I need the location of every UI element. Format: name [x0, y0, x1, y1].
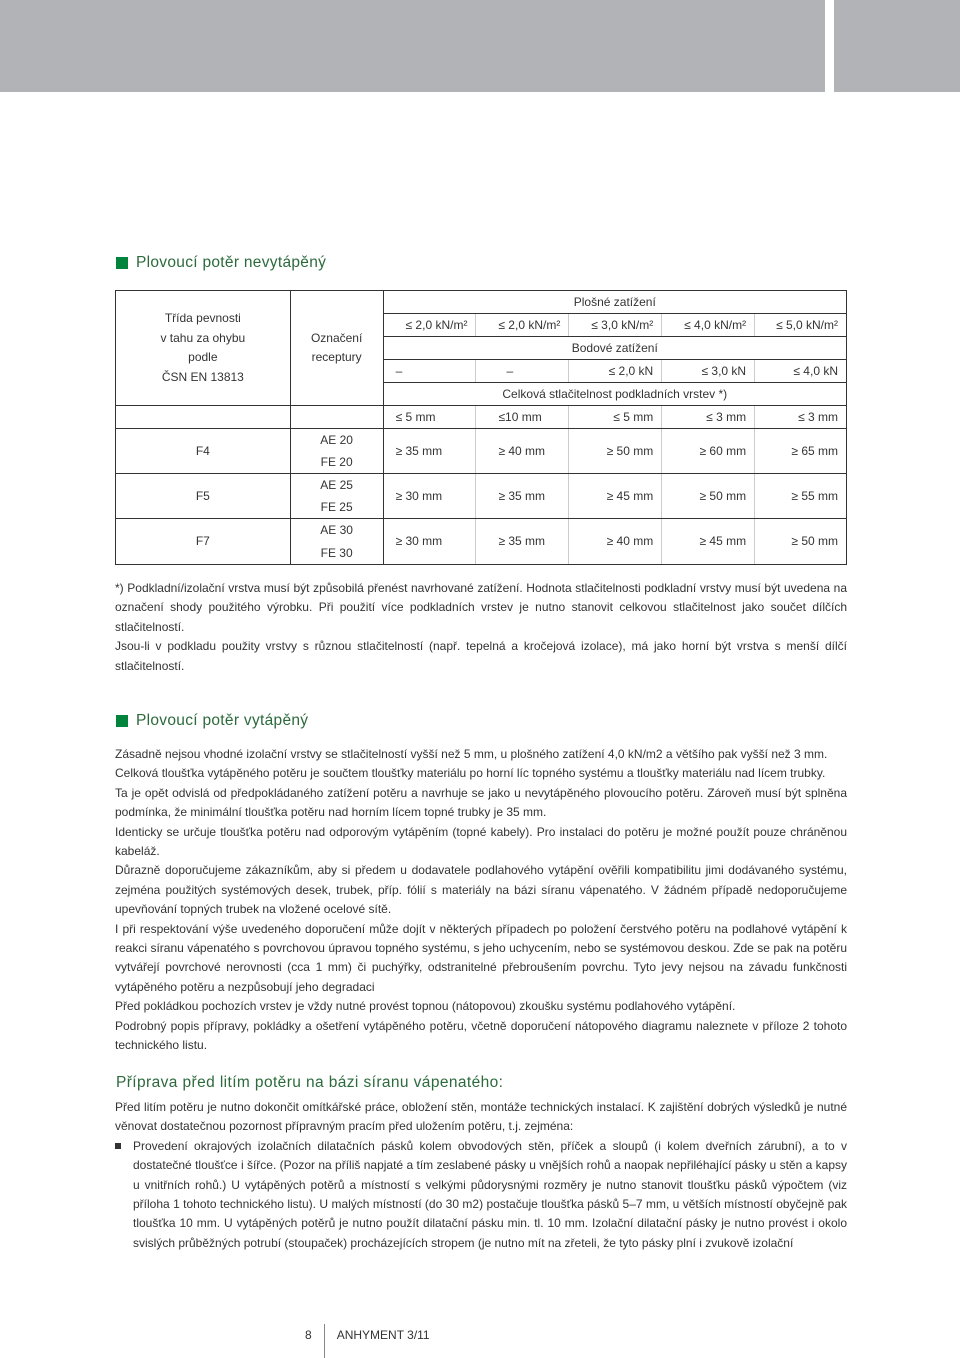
compress-cell: ≤ 5 mm [569, 406, 662, 429]
area-load-cell: ≤ 4,0 kN/m² [662, 314, 755, 337]
footer-divider [324, 1324, 325, 1358]
bullet-icon [115, 1143, 121, 1149]
value-cell: ≥ 30 mm [383, 474, 476, 519]
paragraph: Důrazně doporučujeme zákazníkům, aby si předem u dodavatele podlahového vytápění ověřili kompatibilitu jimi dodávaného systému, zejména použitých systémových desek, trubek, příp. fólií s materiály na bázi síranu vápenatého. V žádném případě nedoporučujeme upevňování topných trubek na vložené ocelové sítě. [115, 863, 847, 917]
code-cell: AE 30 [290, 519, 383, 542]
value-cell: ≥ 65 mm [755, 429, 847, 474]
code-cell: FE 30 [290, 541, 383, 564]
compress-cell: ≤ 3 mm [662, 406, 755, 429]
note-paragraph: *) Podkladní/izolační vrstva musí být způsobilá přenést navrhované zatížení. Hodnota stlačitelnosti podkladní vrstvy musí být uvedena na označení shody použitého výrobku. Při použití více podkladních vrstev je nutno stanovit celkovou stlačitelnost jako součet dílčích stlačitelností. [115, 581, 847, 634]
value-cell: ≥ 40 mm [569, 519, 662, 564]
section-title-heated: Plovoucí potěr vytápěný [116, 712, 308, 730]
area-load-cell: ≤ 2,0 kN/m² [476, 314, 569, 337]
page-footer [305, 1314, 430, 1356]
value-cell: ≥ 45 mm [569, 474, 662, 519]
paragraph: Celková tloušťka vytápěného potěru je součtem tloušťky materiálu po horní líc topného systému a tloušťky materiálu nad lícem trubky. [115, 766, 826, 781]
value-cell: ≥ 55 mm [755, 474, 847, 519]
area-load-cell: ≤ 2,0 kN/m² [383, 314, 476, 337]
heated-screed-text [115, 745, 847, 1056]
value-cell: ≥ 30 mm [383, 519, 476, 564]
header-marking: Označení receptury [290, 291, 383, 406]
header-area-load: Plošné zatížení [383, 291, 846, 314]
value-cell: ≥ 50 mm [569, 429, 662, 474]
compress-cell: ≤ 3 mm [755, 406, 847, 429]
paragraph: I při respektování výše uvedeného doporučení může dojít v některých případech po položení čerstvého potěru na podlahové vytápění k reakci síranu vápenatého s povrchovou úpravou topného systému, s jeho uchycením, nebo se systémovou deskou. Zde se pak na potěru vytvářejí povrchové nerovnosti (cca 1 mm) či puchýřky, odstranitelné přebroušením povrchu. Tyto jevy nejsou na závadu funkčnosti vytápěného potěru a nezpůsobují jeho degradaci [115, 921, 847, 994]
paragraph: Podrobný popis přípravy, pokládky a ošetření vytápěného potěru, včetně doporučení nátopového diagramu naleznete v příloze 2 tohoto technického listu. [115, 1018, 847, 1053]
value-cell: ≥ 40 mm [476, 429, 569, 474]
class-cell: F5 [116, 474, 291, 519]
code-cell: AE 25 [290, 474, 383, 497]
class-cell: F4 [116, 429, 291, 474]
code-cell: AE 20 [290, 429, 383, 452]
paragraph: Identicky se určuje tloušťka potěru nad odporovým vytápěním (topné kabely). Pro instalaci do potěru je možné použít pouze chráněnou kabeláž. [115, 824, 847, 859]
header-point-load: Bodové zatížení [383, 337, 846, 360]
value-cell: ≥ 35 mm [476, 519, 569, 564]
point-load-cell: – [383, 360, 476, 383]
preparation-text [115, 1098, 847, 1253]
code-cell: FE 25 [290, 496, 383, 519]
paragraph: Zásadně nejsou vhodné izolační vrstvy se stlačitelností vyšší než 5 mm, u plošného zatížení 4,0 kN/m2 a většího pak vyšší než 3 mm. [115, 747, 828, 761]
value-cell: ≥ 60 mm [662, 429, 755, 474]
section-title-unheated: Plovoucí potěr nevytápěný [116, 254, 326, 272]
list-item: Provedení okrajových izolačních dilatačních pásků kolem obvodových stěn, příček a sloupů (i kolem dveřních zárubní), a to v dostatečné tloušťce i šířce. (Pozor na příliš napjaté a tím zeslabené pásky u vnějších rohů a naopak nepřiléhající pásky u stěn a kapsy u vnitřních rohů.) U vytápěných potěrů a místností s velkými půdorysnými rozměry je nutno stanovit tloušťku pásků výpočtem (viz příloha 1 tohoto technického listu). U malých místností (do 30 m2) postačuje tloušťka pásků 5–7 mm, u větších místností obyčejně pak tloušťka 10 mm. U vytápěných potěrů je nutno použít dilatační pásku min. tl. 10 mm. Izolační dilatační pásky je nutno provést i okolo svislých průběžných potrubí (stoupaček) procházejících stropem (je nutno mít na zřeteli, že tyto pásky plní i zvukově izolační [115, 1137, 847, 1253]
page-number: 8 [305, 1328, 312, 1342]
area-load-cell: ≤ 3,0 kN/m² [569, 314, 662, 337]
code-cell: FE 20 [290, 451, 383, 474]
paragraph: Ta je opět odvislá od předpokládaného zatížení potěru a navrhuje se jako u nevytápěného plovoucího potěru. Zároveň musí být splněna podmínka, že minimální tloušťka potěru nad horním lícem topné trubky je 35 mm. [115, 785, 847, 820]
point-load-cell: ≤ 4,0 kN [755, 360, 847, 383]
class-cell: F7 [116, 519, 291, 564]
header-compressibility: Celková stlačitelnost podkladních vrstev *) [383, 383, 846, 406]
table-notes [115, 579, 847, 676]
value-cell: ≥ 35 mm [476, 474, 569, 519]
screed-thickness-table [115, 290, 847, 565]
value-cell: ≥ 50 mm [662, 474, 755, 519]
compress-cell: ≤ 5 mm [383, 406, 476, 429]
value-cell: ≥ 45 mm [662, 519, 755, 564]
header-bar-left [0, 0, 825, 92]
green-square-icon [116, 715, 128, 727]
point-load-cell: – [476, 360, 569, 383]
section-title-preparation: Příprava před litím potěru na bázi síranu vápenatého: [116, 1074, 504, 1091]
document-name: ANHYMENT 3/11 [336, 1328, 430, 1342]
value-cell: ≥ 35 mm [383, 429, 476, 474]
point-load-cell: ≤ 3,0 kN [662, 360, 755, 383]
green-square-icon [116, 257, 128, 269]
header-bar-right [834, 0, 960, 92]
note-paragraph: Jsou-li v podkladu použity vrstvy s různou stlačitelností (např. tepelná a kročejová izolace), má jako horní být vrstva s menší dílčí stlačitelností. [115, 639, 847, 673]
paragraph: Před pokládkou pochozích vrstev je vždy nutné provést topnou (nátopovou) zkoušku systému podlahového vytápění. [115, 999, 736, 1014]
point-load-cell: ≤ 2,0 kN [569, 360, 662, 383]
header-strength-class: Třída pevnosti v tahu za ohybu podle ČSN EN 13813 [116, 291, 291, 406]
area-load-cell: ≤ 5,0 kN/m² [755, 314, 847, 337]
value-cell: ≥ 50 mm [755, 519, 847, 564]
paragraph: Před litím potěru je nutno dokončit omítkářské práce, obložení stěn, montáže technických instalací. K zajištění dobrých výsledků je nutné věnovat dostatečnou pozornost přípravným pracím před uložením potěru, t.j. zejména: [115, 1100, 847, 1134]
compress-cell: ≤10 mm [476, 406, 569, 429]
